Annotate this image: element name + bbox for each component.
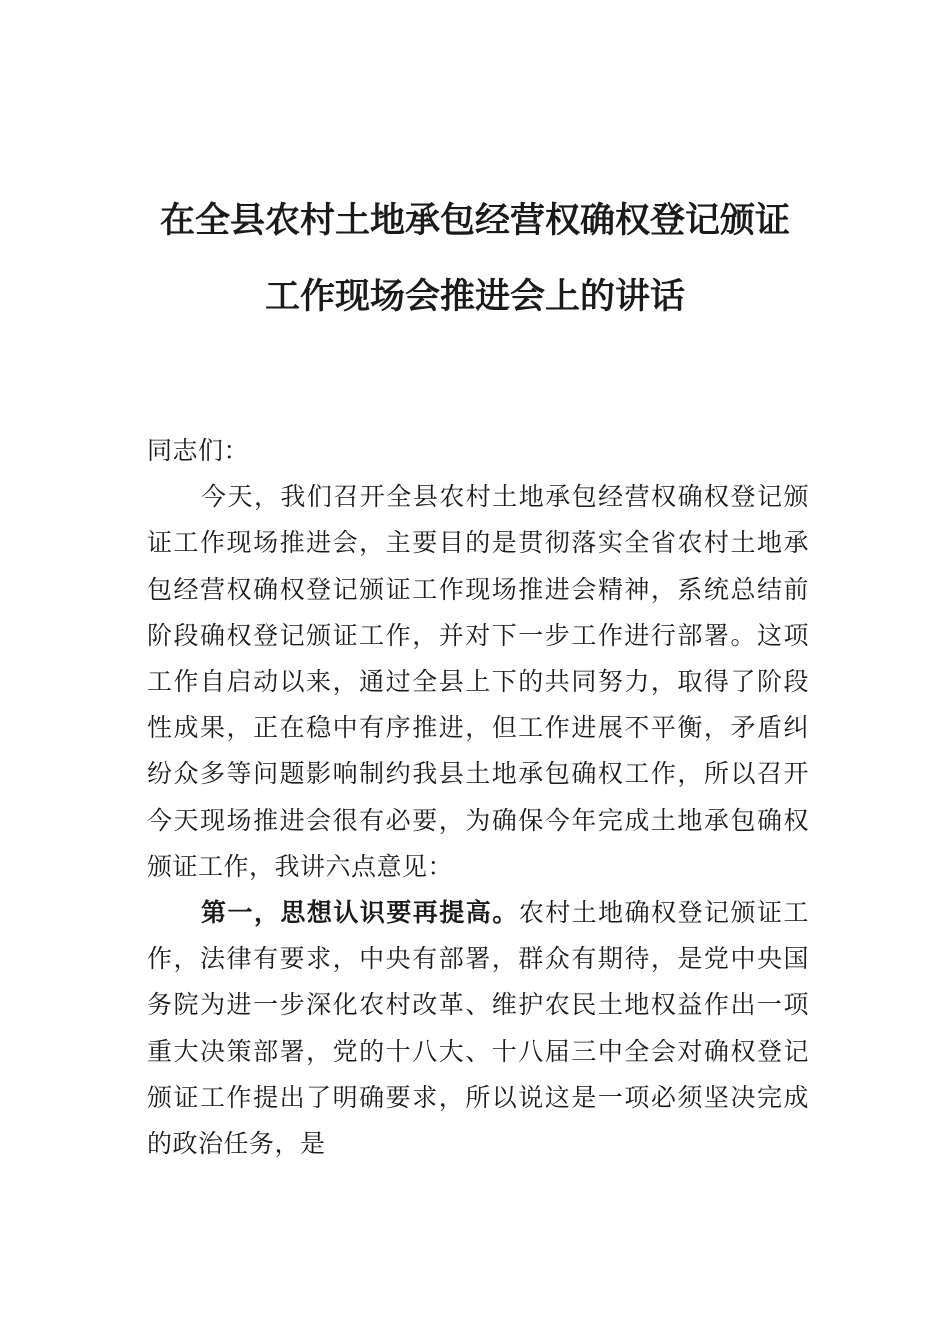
document-title-line-2: 工作现场会推进会上的讲话 <box>264 277 685 317</box>
paragraph-point-one <box>147 890 809 1167</box>
paragraph-point-one-body: 农村土地确权登记颁证工作，法律有要求，中央有部署，群众有期待，是党中央国务院为进一步深化农村改革、维护农民土地权益作出一项重大决策部署，党的十八大、十八届三中全会对确权登记颁证工作提出了明确要求，所以说这是一项必须坚决完成的政治任务，是 <box>147 898 809 1159</box>
document-title-line-1: 在全县农村土地承包经营权确权登记颁证 <box>159 201 790 241</box>
paragraph-point-one-heading: 第一，思想认识要再提高。 <box>201 898 519 928</box>
document-body <box>147 428 809 1167</box>
salutation: 同志们： <box>147 436 250 465</box>
paragraph-opening: 今天，我们召开全县农村土地承包经营权确权登记颁证工作现场推进会，主要目的是贯彻落实全省农村土地承包经营权确权登记颁证工作现场推进会精神，系统总结前阶段确权登记颁证工作，并对下一步工作进行部署。这项工作自启动以来，通过全县上下的共同努力，取得了阶段性成果，正在稳中有序推进，但工作进展不平衡，矛盾纠纷众多等问题影响制约我县土地承包确权工作，所以召开今天现场推进会很有必要，为确保今年完成土地承包确权颁证工作，我讲六点意见： <box>147 482 809 881</box>
